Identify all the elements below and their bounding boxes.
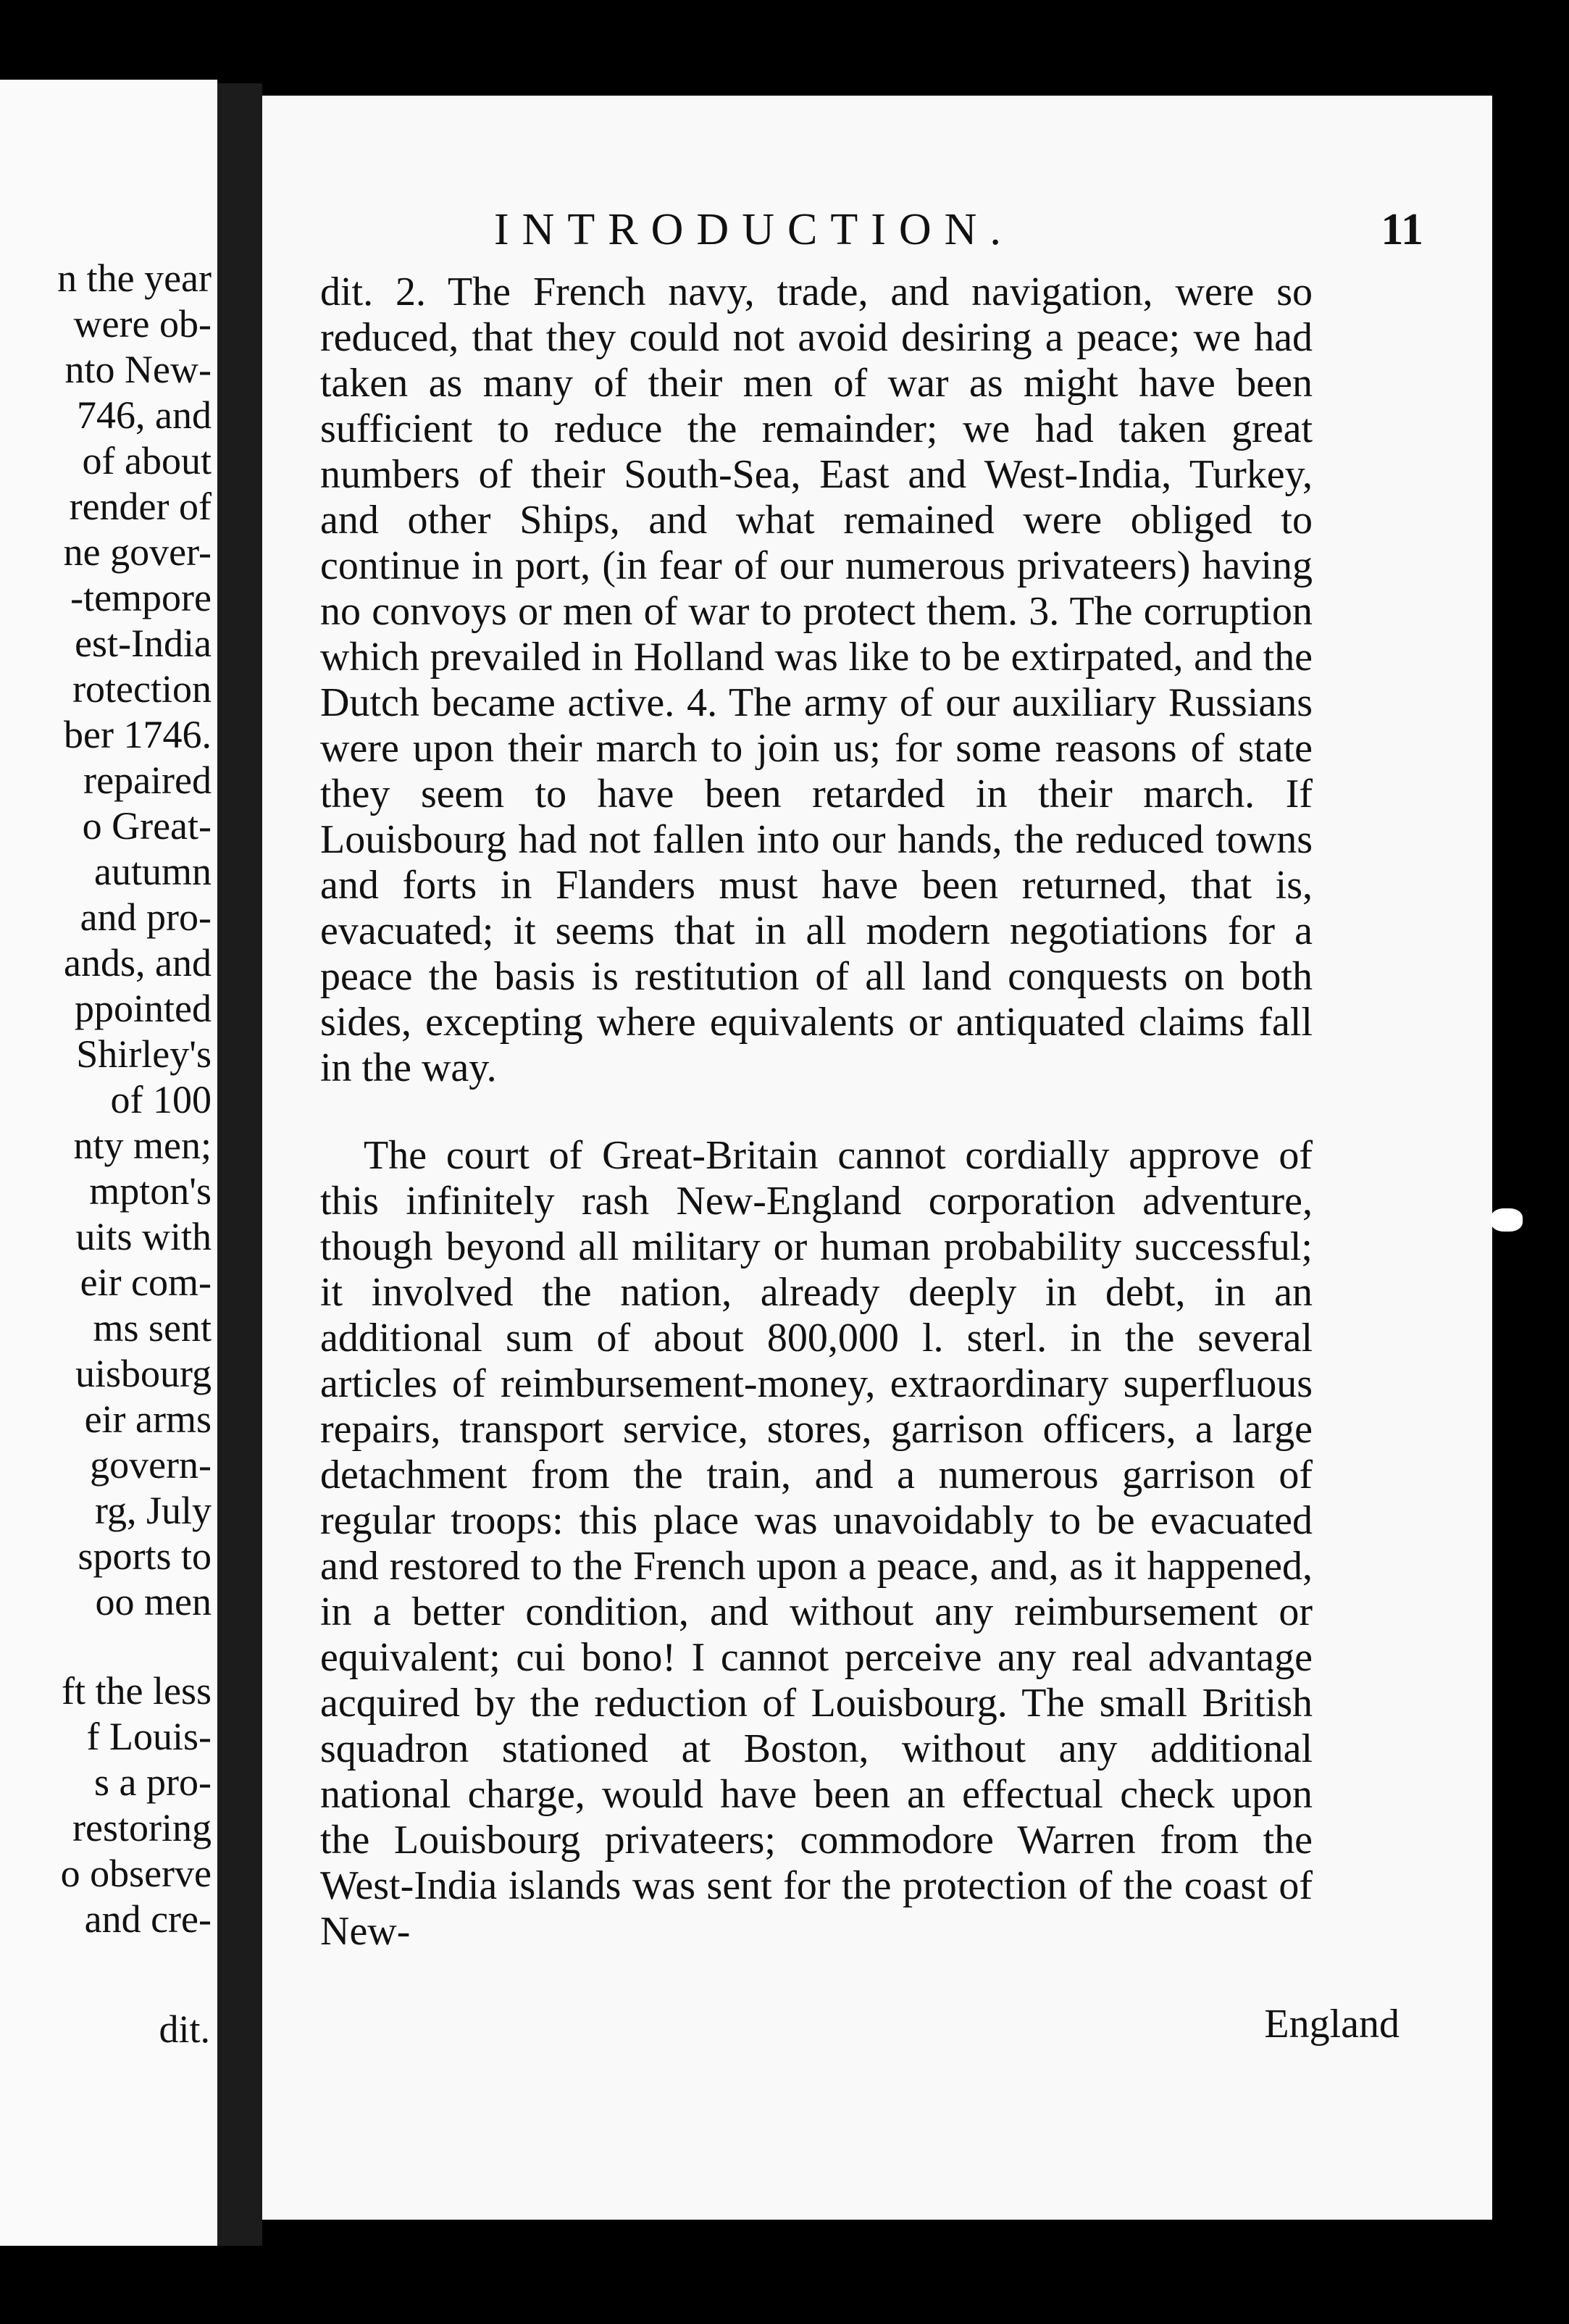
facing-page-line: n the year: [57, 256, 212, 300]
book-page: [262, 96, 1492, 2220]
facing-page-line: ppointed: [75, 987, 212, 1030]
facing-page-line: were ob-: [73, 302, 212, 346]
facing-page-line: oo men: [95, 1580, 212, 1623]
facing-page-line: and cre-: [84, 1897, 212, 1941]
facing-page-line: render of: [69, 485, 212, 528]
facing-page-line: Shirley's: [76, 1032, 212, 1076]
facing-page-catchword: dit.: [159, 2007, 210, 2051]
facing-page-line: of 100: [110, 1078, 212, 1121]
facing-page-line: ber 1746.: [64, 713, 212, 756]
facing-page-line: rotection: [72, 667, 212, 711]
facing-page-line: est-India: [75, 622, 212, 665]
facing-page-line: autumn: [94, 850, 212, 893]
running-header: [262, 204, 1492, 262]
facing-page: [0, 80, 217, 2246]
facing-page-line: and pro-: [80, 895, 212, 939]
book-gutter: [217, 83, 262, 2246]
body-text: [320, 269, 1313, 1955]
facing-page-text: [0, 256, 217, 1942]
facing-page-line: restoring: [72, 1806, 212, 1849]
facing-page-line: uisbourg: [75, 1352, 212, 1395]
facing-page-line: nty men;: [73, 1124, 212, 1167]
facing-page-line: f Louis-: [86, 1715, 212, 1758]
facing-page-line: ands, and: [64, 941, 212, 985]
facing-page-line: eir arms: [84, 1397, 212, 1441]
facing-page-line: nto New-: [64, 348, 212, 391]
facing-page-line: rg, July: [94, 1489, 212, 1532]
paragraph: The court of Great-Britain cannot cordially approve of this infinitely rash New-England corporation adventure, though beyond all military or human probability successful; it involved the nation, already deeply in debt, in an additional sum of about 800,000 l. sterl. in the several articles of reimbursement-money, extraordinary superfluous repairs, transport service, stores, garrison officers, a large detachment from the train, and a numerous garrison of regular troops: this place was unavoidably to be evacuated and restored to the French upon a peace, and, as it happened, in a better condition, and without any reimbursement or equivalent; cui bono! I cannot perceive any real advantage acquired by the reduction of Louisbourg. The small British squadron stationed at Boston, without any additional national charge, would have been an effectual check upon the Louisbourg privateers; commodore Warren from the West-India islands was sent for the protection of the coast of New-: [320, 1133, 1313, 1954]
facing-page-line: s a pro-: [94, 1760, 212, 1804]
facing-page-line: [0, 1625, 217, 1668]
paragraph: dit. 2. The French navy, trade, and navigation, were so reduced, that they could not avoid desiring a peace; we had taken as many of their men of war as might have been sufficient to reduce the remainder; we had taken great numbers of their South-Sea, East and West-India, Turkey, and other Ships, and what remained were obliged to continue in port, (in fear of our numerous privateers) having no convoys or men of war to protect them. 3. The corruption which prevailed in Holland was like to be extirpated, and the Dutch became active. 4. The army of our auxiliary Russians were upon their march to join us; for some reasons of state they seem to have been retarded in their march. If Louisbourg had not fallen into our hands, the reduced towns and forts in Flanders must have been returned, that is, evacuated; it seems that in all modern negotiations for a peace the basis is restitution of all land conquests on both sides, excepting where equivalents or antiquated claims fall in the way.: [320, 269, 1313, 1090]
facing-page-line: uits with: [75, 1215, 212, 1258]
facing-page-line: govern-: [90, 1443, 212, 1487]
running-title: INTRODUCTION.: [494, 205, 1014, 254]
facing-page-line: repaired: [83, 758, 212, 802]
facing-page-line: o Great-: [82, 804, 212, 848]
facing-page-line: ft the less: [62, 1669, 212, 1713]
facing-page-line: o observe: [60, 1852, 212, 1895]
facing-page-line: ms sent: [93, 1306, 212, 1350]
facing-page-line: ne gover-: [63, 530, 212, 574]
page-number: 11: [1381, 205, 1423, 254]
facing-page-line: of about: [82, 439, 212, 482]
paper-speck: [1491, 1208, 1523, 1232]
catchword: England: [1264, 2002, 1399, 2047]
facing-page-line: sports to: [78, 1534, 212, 1578]
facing-page-line: 746, and: [77, 393, 212, 437]
facing-page-line: -tempore: [70, 576, 212, 619]
facing-page-line: eir com-: [80, 1261, 212, 1304]
facing-page-line: mpton's: [89, 1169, 212, 1213]
